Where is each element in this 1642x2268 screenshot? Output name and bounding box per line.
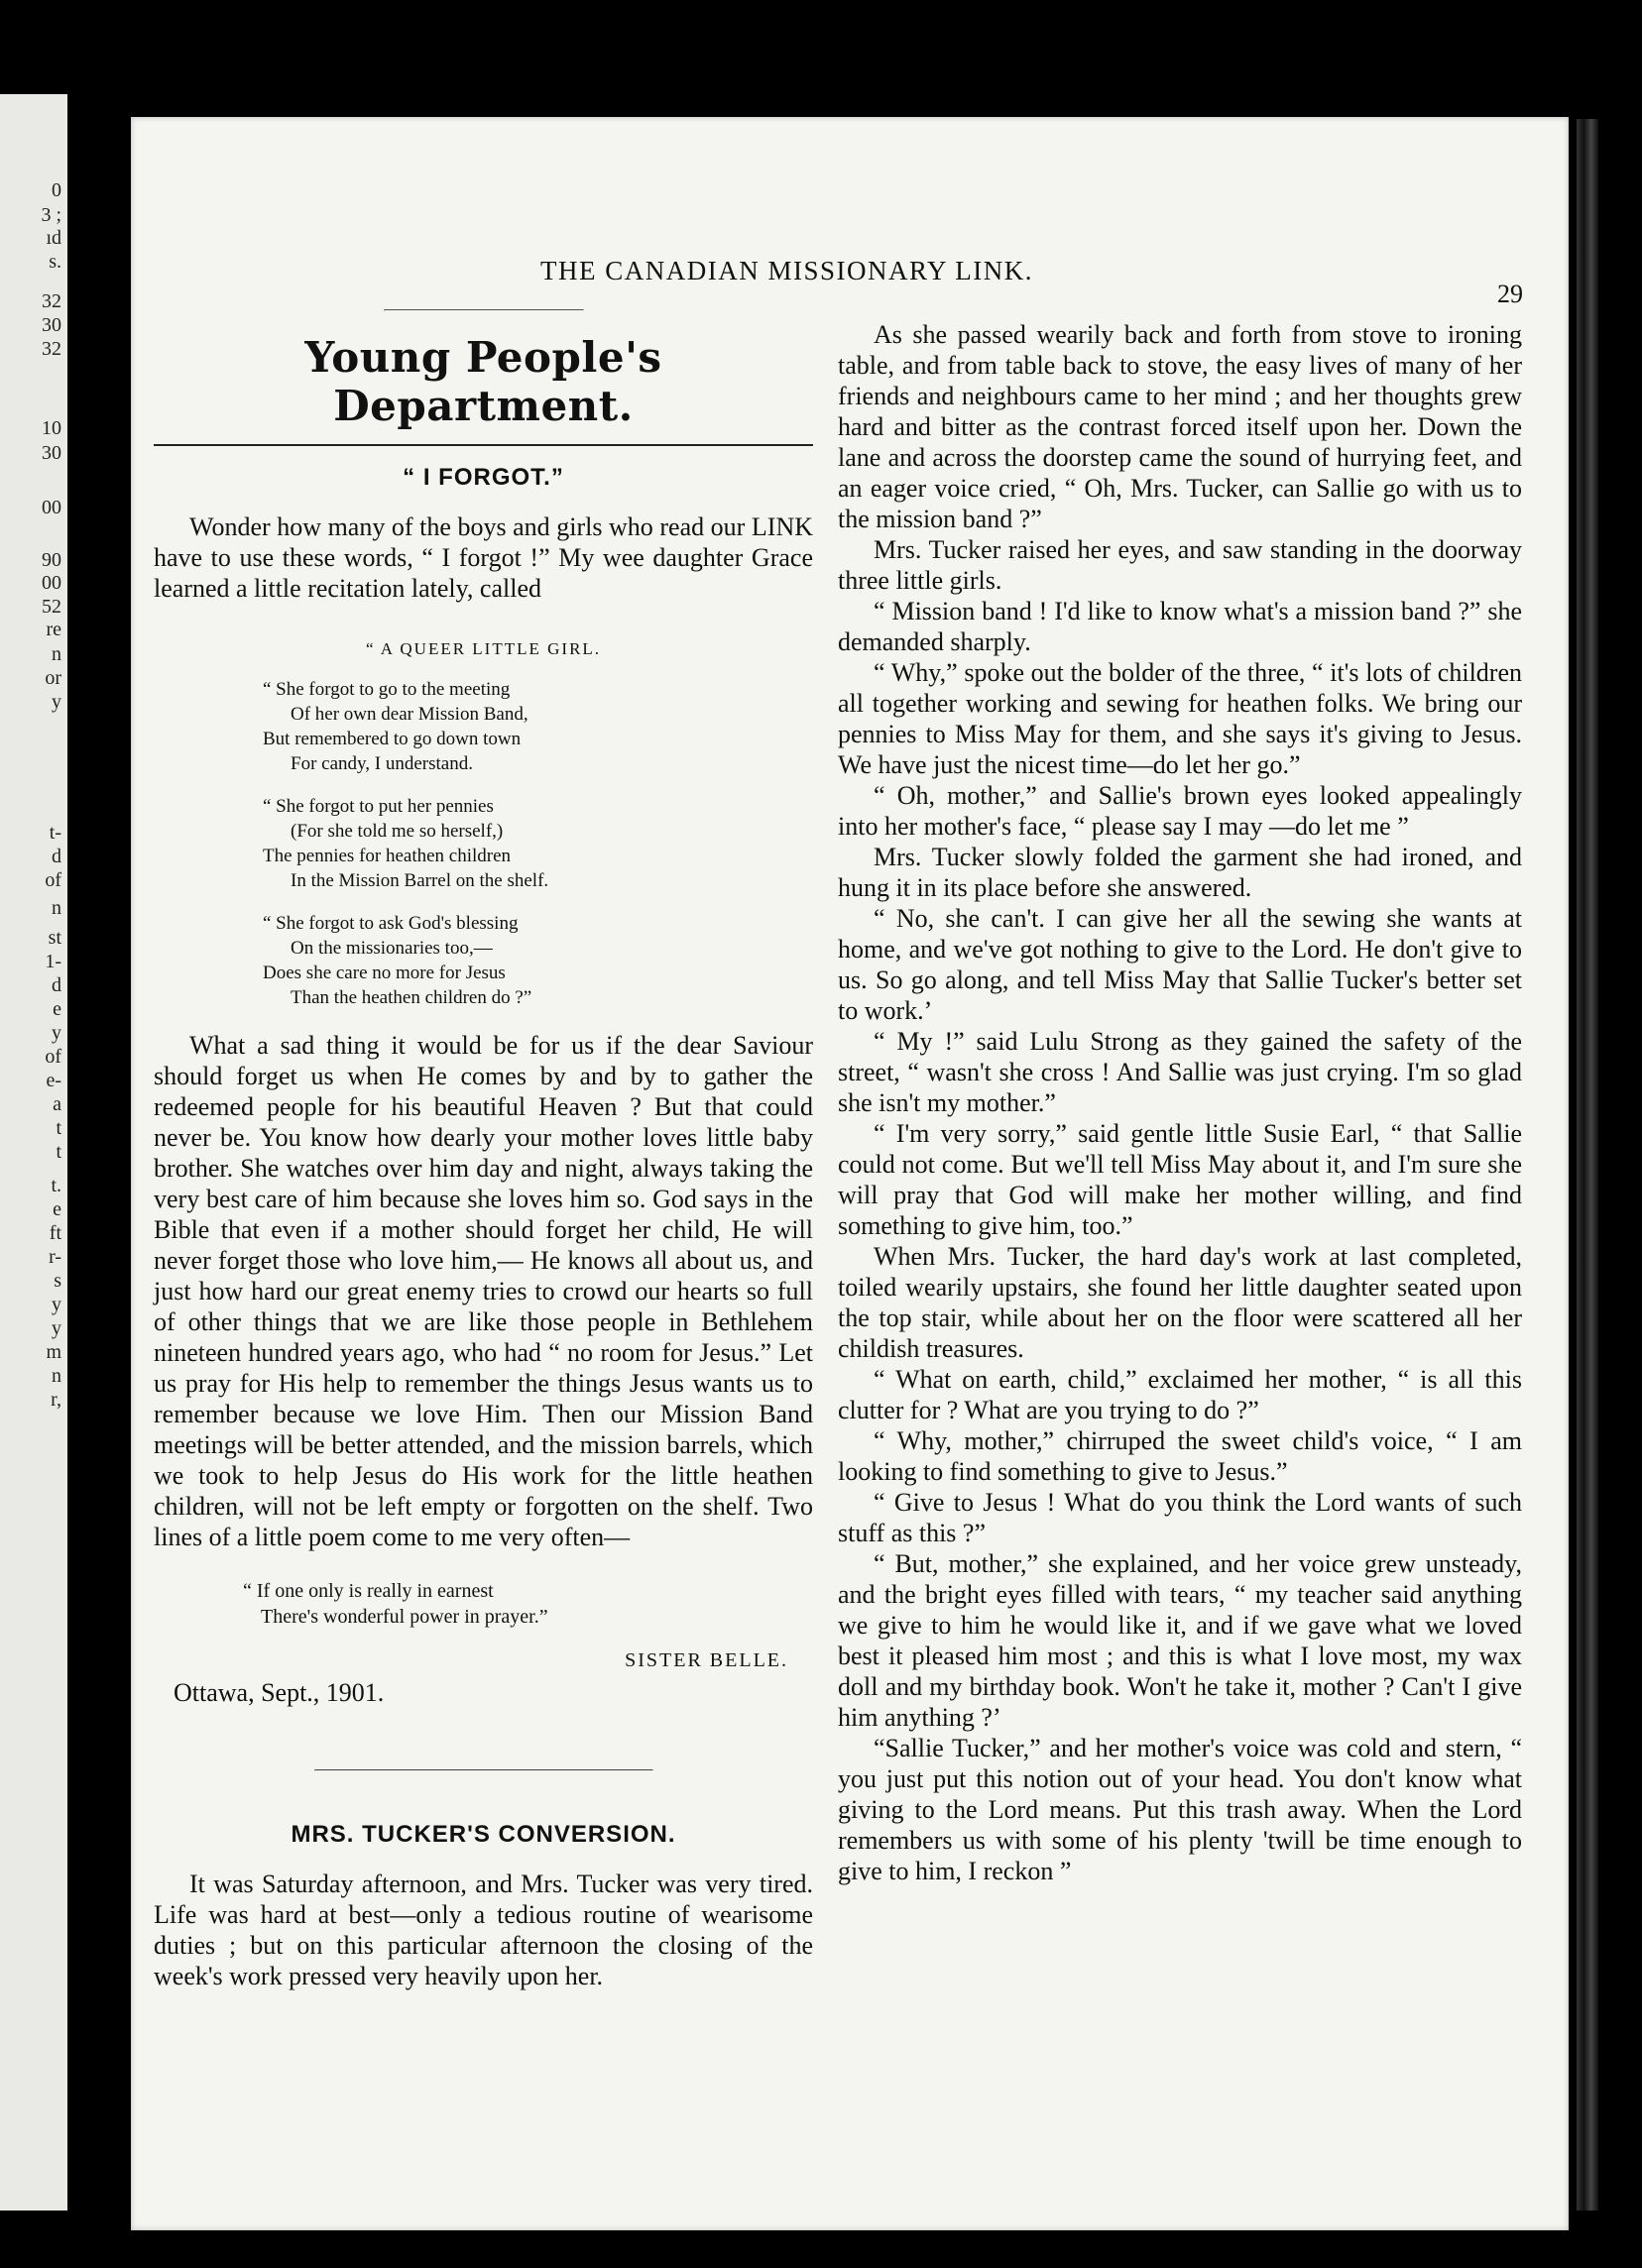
- facing-page-fragment: re: [46, 619, 61, 640]
- article-title-forgot: “ I FORGOT.”: [403, 464, 564, 491]
- book-spine: [1577, 119, 1598, 2211]
- poem-couplet: [243, 1578, 813, 1630]
- story-paragraph: “ What on earth, child,” exclaimed her mother, “ is all this clutter for ? What are you trying to do ?”: [838, 1365, 1522, 1424]
- facing-page-fragment: 10: [42, 417, 61, 439]
- article-title-tucker: MRS. TUCKER'S CONVERSION.: [291, 1821, 676, 1848]
- facing-page-fragment: ft: [49, 1222, 61, 1244]
- page-number: 29: [1497, 280, 1523, 308]
- facing-page-fragment: 32: [42, 338, 61, 360]
- facing-page-fragment: 30: [42, 442, 61, 464]
- poem-line: For candy, I understand.: [291, 753, 473, 774]
- story-paragraph: “ Why,” spoke out the bolder of the three, “ it's lots of children all together working and sewing for heathen folks. We bring our pennies to Miss May for them, and she says it's giving to Jesus. We have just the nicest time—do let her go.”: [838, 658, 1522, 779]
- poem-line: Than the heathen children do ?”: [291, 987, 532, 1008]
- facing-page-fragment: e-: [46, 1070, 61, 1091]
- facing-page-fragment: m: [46, 1341, 61, 1363]
- facing-page-fragment: n: [52, 643, 61, 665]
- facing-page-fragment: of: [45, 1046, 61, 1068]
- story-paragraph: “ Mission band ! I'd like to know what's a mission band ?” she demanded sharply.: [838, 597, 1522, 656]
- story-paragraph: “ But, mother,” she explained, and her voice grew unsteady, and the bright eyes filled with tears, “ my teacher said anything we give to him he would like it, and if we gave what we loved best it pleased him most ; and this is what I love most, my wax doll and my birthday book. Won't he take it, mother ? Can't I give him anything ?’: [838, 1549, 1522, 1732]
- poem-title: “ A QUEER LITTLE GIRL.: [365, 639, 602, 658]
- poem-line: The pennies for heathen children: [263, 846, 512, 866]
- poem-stanza: [263, 911, 813, 1010]
- section-rule: [314, 1769, 653, 1771]
- heading-rule: [154, 444, 813, 446]
- top-rule: [384, 309, 584, 311]
- story-paragraph: “ Oh, mother,” and Sallie's brown eyes looked appealingly into her mother's face, “ please say I may —do let me ”: [838, 781, 1522, 841]
- facing-page-fragment: n: [52, 1365, 61, 1387]
- dateline: Ottawa, Sept., 1901.: [174, 1678, 385, 1707]
- facing-page-fragment: e: [53, 1198, 61, 1220]
- facing-page-fragment: t: [56, 1141, 61, 1163]
- facing-page-fragment: st: [48, 927, 61, 949]
- poem-line: In the Mission Barrel on the shelf.: [291, 870, 549, 891]
- facing-page-fragment: or: [45, 667, 61, 689]
- facing-page-fragment: r-: [49, 1246, 61, 1268]
- facing-page-fragment: s.: [49, 251, 61, 273]
- facing-page-fragment: s: [54, 1270, 61, 1292]
- facing-page-fragment: 0: [52, 179, 61, 201]
- couplet-line: “ If one only is really in earnest: [243, 1580, 494, 1602]
- facing-page-fragment: 1-: [45, 951, 61, 972]
- facing-page-fragment: 30: [42, 314, 61, 336]
- facing-page-fragment: n: [52, 897, 61, 919]
- story-paragraph: As she passed wearily back and forth from stove to ironing table, and from table back to stove, the easy lives of many of her friends and neighbours came to her mind ; and her thoughts grew hard and bitter as the contrast forced itself upon her. Down the lane and across the doorstep came the sound of hurrying feet, and an eager voice cried, “ Oh, Mrs. Tucker, can Sallie go with us to the mission band ?”: [838, 320, 1522, 533]
- right-column: [838, 319, 1522, 1886]
- facing-page-fragment: d: [52, 974, 61, 996]
- story-paragraph: When Mrs. Tucker, the hard day's work at last completed, toiled wearily upstairs, she found her little daughter seated upon the top stair, while about her on the floor were scattered all her childish treasures.: [838, 1242, 1522, 1363]
- facing-page-fragment: e: [53, 998, 61, 1020]
- story-paragraph: “ No, she can't. I can give her all the sewing she wants at home, and we've got nothing to give to the Lord. He don't give to us. So go along, and tell Miss May that Sallie Tucker's better set to work.’: [838, 904, 1522, 1025]
- facing-page-fragment: 90: [42, 549, 61, 571]
- facing-page-fragment: r,: [51, 1389, 61, 1411]
- facing-page-fragment: 3 ;: [41, 204, 61, 226]
- story-paragraph: “ Why, mother,” chirruped the sweet child's voice, “ I am looking to find something to give to Jesus.”: [838, 1426, 1522, 1486]
- facing-page-fragment: y: [52, 1317, 61, 1339]
- facing-page-fragment: of: [45, 869, 61, 891]
- story-paragraph: Mrs. Tucker slowly folded the garment she had ironed, and hung it in its place before she answered.: [838, 843, 1522, 902]
- poem-line: Does she care no more for Jesus: [263, 963, 506, 983]
- story-paragraph: “ Give to Jesus ! What do you think the Lord wants of such stuff as this ?”: [838, 1488, 1522, 1547]
- poem-line: But remembered to go down town: [263, 729, 522, 749]
- facing-page-fragment: 52: [42, 596, 61, 618]
- couplet-line: There's wonderful power in prayer.”: [261, 1606, 548, 1628]
- facing-page-fragment: t.: [51, 1175, 61, 1196]
- facing-page-fragment: 00: [42, 572, 61, 594]
- poem-stanza: [263, 677, 813, 776]
- intro-paragraph: Wonder how many of the boys and girls who read our LINK have to use these words, “ I forgot !” My wee daughter Grace learned a little recitation lately, called: [154, 512, 813, 603]
- facing-page-fragment: y: [52, 1022, 61, 1044]
- facing-page-fragment: 32: [42, 290, 61, 312]
- story-paragraph: “ My !” said Lulu Strong as they gained the safety of the street, “ wasn't she cross ! And Sallie was just crying. I'm so glad she isn't my mother.”: [838, 1027, 1522, 1117]
- running-head: THE CANADIAN MISSIONARY LINK.: [540, 256, 1033, 285]
- poem-line: (For she told me so herself,): [291, 821, 504, 842]
- facing-page-fragment: d: [52, 846, 61, 867]
- facing-page-fragment: a: [53, 1093, 61, 1115]
- facing-page-fragment: t: [56, 1117, 61, 1139]
- poem-line: “ She forgot to ask God's blessing: [263, 913, 519, 934]
- poem-line: “ She forgot to put her pennies: [263, 796, 494, 817]
- facing-page-fragment: 00: [42, 497, 61, 518]
- facing-page-fragment: t-: [49, 822, 61, 844]
- signature: SISTER BELLE.: [625, 1649, 788, 1671]
- story-paragraph: “ I'm very sorry,” said gentle little Susie Earl, “ that Sallie could not come. But we'll tell Miss May about it, and I'm sure she will pray that God will make her mother willing, and find something to give him, too.”: [838, 1119, 1522, 1240]
- facing-page-fragment: y: [52, 691, 61, 713]
- poem-stanza: [263, 794, 813, 893]
- poem-line: Of her own dear Mission Band,: [291, 704, 528, 725]
- story-paragraph: “Sallie Tucker,” and her mother's voice was cold and stern, “ you just put this notion out of your head. You don't know what giving to the Lord means. Put this trash away. When the Lord remembers us with some of his plenty 'twill be time enough to give to him, I reckon ”: [838, 1734, 1522, 1885]
- body-paragraph: What a sad thing it would be for us if the dear Saviour should forget us when He comes by and by to gather the redeemed people for his beautiful Heaven ? But that could never be. You know how dearly your mother loves little baby brother. She watches over him day and night, always taking the very best care of him because she loves him so. God says in the Bible that even if a mother should forget her child, He will never forget those who love him,— He knows all about us, and just how hard our great enemy tries to crowd our hearts so full of other things that we are like those people in Bethlehem nineteen hundred years ago, who had “ no room for Jesus.” Let us pray for His help to remember the things Jesus wants us to remember because we love Him. Then our Mission Band meetings will be better attended, and the mission barrels, which we took to help Jesus do His work for the little heathen children, will not be left empty or forgotten on the shelf. Two lines of a little poem come to me very often—: [154, 1031, 813, 1551]
- department-heading: Young People's Department.: [304, 333, 662, 430]
- poem-line: “ She forgot to go to the meeting: [263, 679, 511, 700]
- left-column: [154, 309, 813, 1991]
- facing-page-fragment: ıd: [46, 227, 61, 249]
- facing-page-fragment: y: [52, 1294, 61, 1315]
- poem-line: On the missionaries too,—: [291, 938, 493, 959]
- story-paragraph: Mrs. Tucker raised her eyes, and saw standing in the doorway three little girls.: [838, 535, 1522, 595]
- facing-page-edge: [0, 94, 67, 2211]
- story-paragraph: It was Saturday afternoon, and Mrs. Tucker was very tired. Life was hard at best—only a tedious routine of wearisome duties ; but on this particular afternoon the closing of the week's work pressed very heavily upon her.: [154, 1870, 813, 1990]
